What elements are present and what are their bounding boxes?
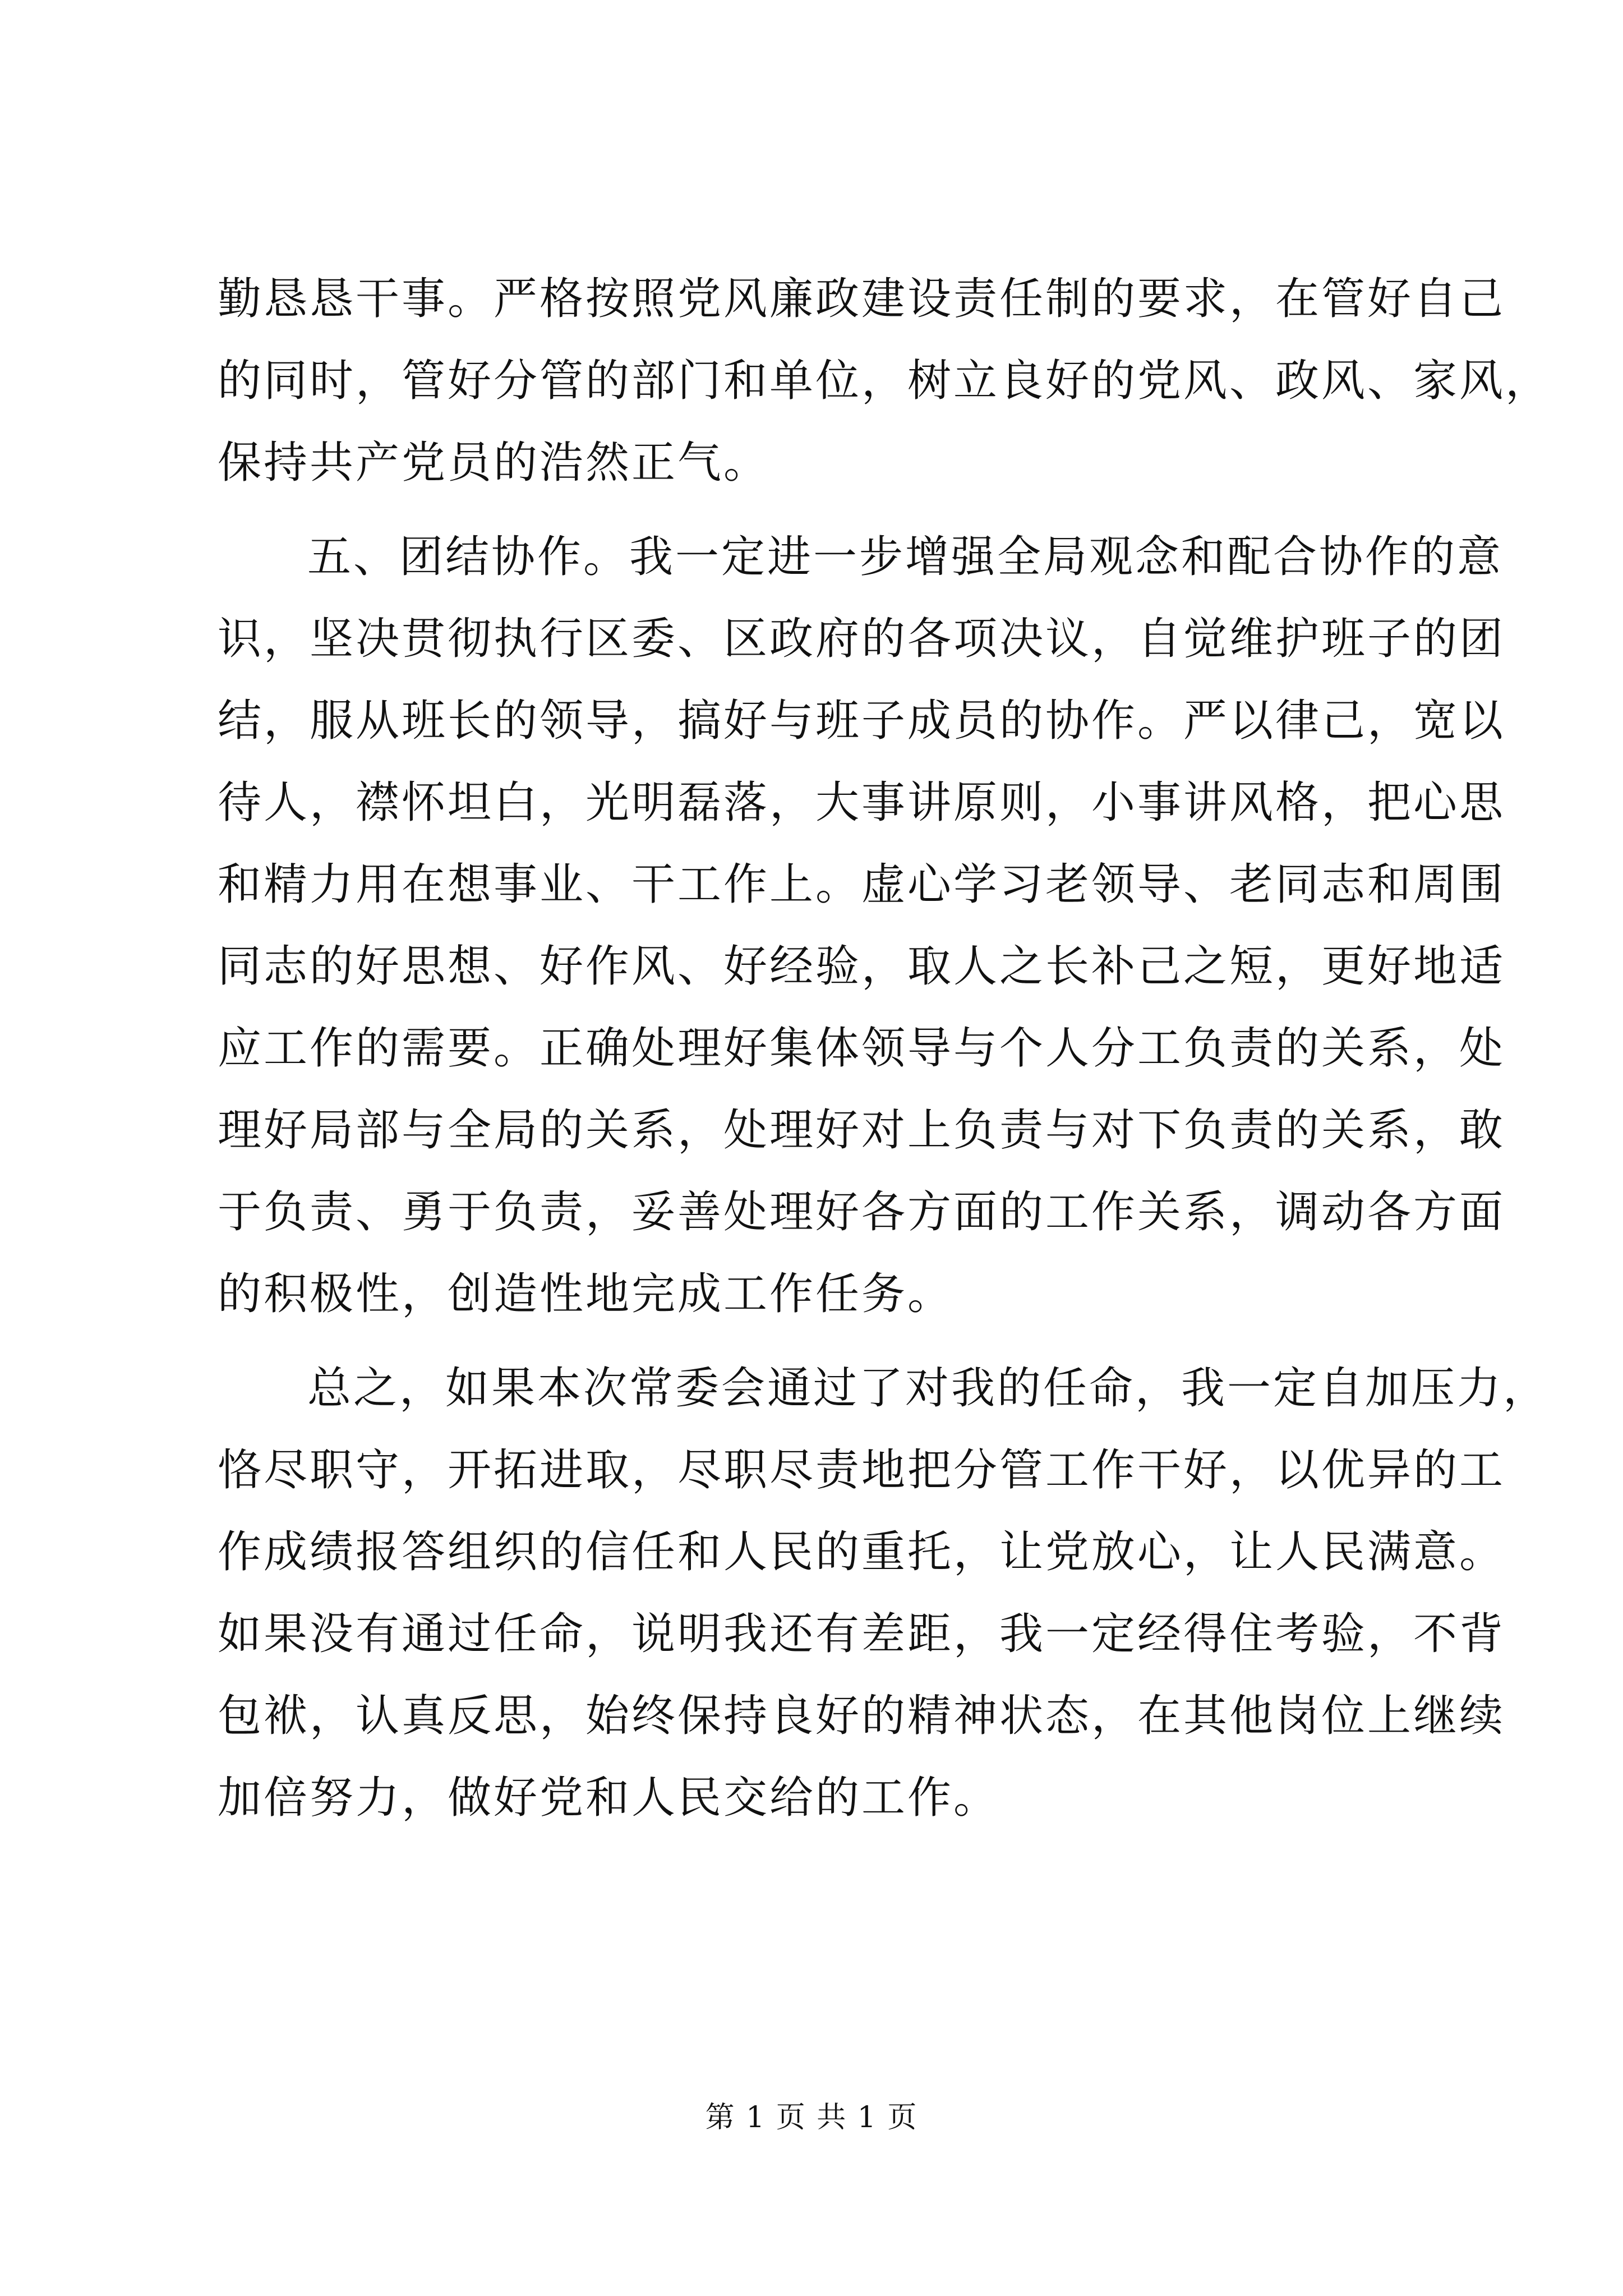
- text-line: 识，坚决贯彻执行区委、区政府的各项决议，自觉维护班子的团: [218, 614, 1506, 664]
- text-line: 同志的好思想、好作风、好经验，取人之长补己之短，更好地适: [218, 941, 1506, 992]
- text-line: 的同时，管好分管的部门和单位，树立良好的党风、政风、家风，: [218, 356, 1552, 406]
- text-line: 保持共产党员的浩然正气。: [218, 438, 770, 488]
- text-line: 勤恳恳干事。严格按照党风廉政建设责任制的要求，在管好自己: [218, 274, 1506, 324]
- document-body: [218, 258, 1552, 1839]
- paragraph-1: [218, 258, 1552, 504]
- text-line: 作成绩报答组织的信任和人民的重托，让党放心，让人民满意。: [218, 1527, 1506, 1577]
- text-line: 理好局部与全局的关系，处理好对上负责与对下负责的关系，敢: [218, 1105, 1506, 1156]
- text-line: 待人，襟怀坦白，光明磊落，大事讲原则，小事讲风格，把心思: [218, 777, 1506, 828]
- text-line: 恪尽职守，开拓进取，尽职尽责地把分管工作干好，以优异的工: [218, 1445, 1506, 1496]
- paragraph-2: [218, 516, 1506, 1335]
- text-line: 如果没有通过任命，说明我还有差距，我一定经得住考验，不背: [218, 1609, 1506, 1659]
- text-line: 包袱，认真反思，始终保持良好的精神状态，在其他岗位上继续: [218, 1691, 1506, 1741]
- page-number-footer: 第 1 页 共 1 页: [705, 2101, 918, 2134]
- text-line: 加倍努力，做好党和人民交给的工作。: [218, 1773, 1000, 1823]
- text-line: 总之，如果本次常委会通过了对我的任命，我一定自加压力，: [307, 1363, 1550, 1414]
- text-line: 结，服从班长的领导，搞好与班子成员的协作。严以律己，宽以: [218, 696, 1506, 746]
- text-line: 五、团结协作。我一定进一步增强全局观念和配合协作的意: [307, 532, 1504, 582]
- text-line: 应工作的需要。正确处理好集体领导与个人分工负责的关系，处: [218, 1023, 1506, 1074]
- text-line: 的积极性，创造性地完成工作任务。: [218, 1269, 954, 1319]
- text-line: 和精力用在想事业、干工作上。虚心学习老领导、老同志和周围: [218, 859, 1506, 910]
- paragraph-3: [218, 1347, 1550, 1839]
- paragraph-spacer: [218, 504, 1423, 516]
- paragraph-spacer: [218, 1335, 1423, 1347]
- text-line: 于负责、勇于负责，妥善处理好各方面的工作关系，调动各方面: [218, 1187, 1506, 1237]
